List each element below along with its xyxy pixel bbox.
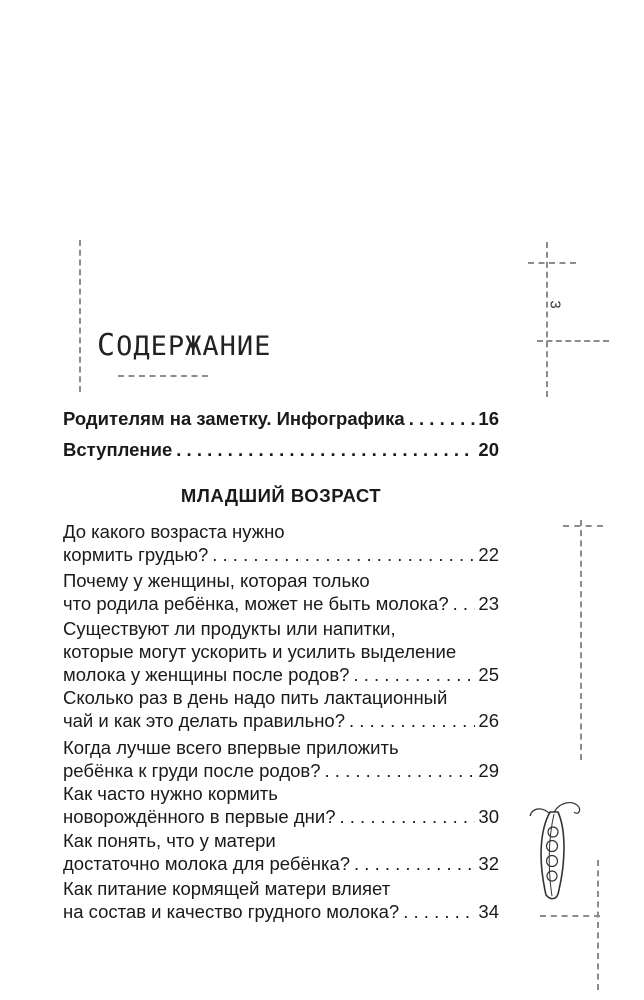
leader-dots bbox=[176, 438, 475, 461]
entry-line: Как часто нужно кормить bbox=[63, 783, 278, 804]
toc-entry[interactable] bbox=[63, 617, 499, 686]
left-dashed-divider bbox=[79, 240, 81, 392]
entry-line: Сколько раз в день надо пить лактационный bbox=[63, 687, 448, 708]
leader-dots bbox=[212, 543, 475, 566]
title-rest: ОДЕРЖАНИЕ bbox=[116, 331, 272, 362]
entry-line: кормить грудью? bbox=[63, 544, 209, 565]
leader-dots bbox=[409, 407, 476, 430]
entry-page: 34 bbox=[478, 901, 499, 922]
entry-title: Родителям на заметку. Инфографика bbox=[63, 408, 405, 429]
right-dashed-tick-mid bbox=[537, 340, 609, 342]
entry-line: ребёнка к груди после родов? bbox=[63, 760, 321, 781]
leader-dots bbox=[349, 709, 475, 732]
toc-entry[interactable] bbox=[63, 569, 499, 615]
entry-line: на состав и качество грудного молока? bbox=[63, 901, 400, 922]
right-dashed-divider-bottom bbox=[597, 860, 599, 990]
leader-dots bbox=[325, 759, 476, 782]
entry-page: 32 bbox=[478, 853, 499, 874]
entry-page: 25 bbox=[478, 664, 499, 685]
title-first-letter: С bbox=[97, 328, 117, 363]
entry-title: Вступление bbox=[63, 439, 173, 460]
entry-line: Когда лучше всего впервые приложить bbox=[63, 737, 399, 758]
toc-entry[interactable] bbox=[63, 520, 499, 566]
entry-line: Существуют ли продукты или напитки, bbox=[63, 618, 396, 639]
toc-entry[interactable] bbox=[63, 782, 499, 828]
page-number: 3 bbox=[546, 300, 564, 309]
entry-line: До какого возраста нужно bbox=[63, 521, 285, 542]
leader-dots bbox=[354, 852, 475, 875]
entry-line: чай и как это делать правильно? bbox=[63, 710, 346, 731]
entry-line: Почему у женщины, которая только bbox=[63, 570, 370, 591]
toc-entry[interactable] bbox=[63, 686, 499, 732]
toc-entry[interactable] bbox=[63, 877, 499, 923]
title-underline bbox=[118, 375, 208, 377]
entry-line: достаточно молока для ребёнка? bbox=[63, 853, 351, 874]
entry-page: 22 bbox=[478, 544, 499, 565]
right-dashed-tick-top bbox=[528, 262, 576, 264]
entry-page: 23 bbox=[478, 593, 499, 614]
section-heading: МЛАДШИЙ ВОЗРАСТ bbox=[180, 485, 382, 506]
page-title bbox=[97, 328, 271, 363]
toc-entry-intro[interactable] bbox=[63, 438, 499, 461]
entry-page: 26 bbox=[478, 710, 499, 731]
pea-pod-icon bbox=[520, 800, 590, 910]
leader-dots bbox=[403, 900, 475, 923]
right-dashed-divider-mid bbox=[580, 520, 582, 760]
entry-line: новорождённого в первые дни? bbox=[63, 806, 336, 827]
entry-page: 20 bbox=[478, 439, 499, 460]
entry-line: молока у женщины после родов? bbox=[63, 664, 350, 685]
right-dashed-tick-low bbox=[563, 525, 603, 527]
right-dashed-divider-top bbox=[546, 242, 548, 397]
entry-page: 30 bbox=[478, 806, 499, 827]
toc-entry[interactable] bbox=[63, 829, 499, 875]
leader-dots bbox=[453, 592, 476, 615]
toc-entry-infographic[interactable] bbox=[63, 407, 499, 430]
entry-page: 29 bbox=[478, 760, 499, 781]
entry-line: Как питание кормящей матери влияет bbox=[63, 878, 391, 899]
right-dashed-tick-bottom bbox=[540, 915, 600, 917]
leader-dots bbox=[340, 805, 476, 828]
entry-page: 16 bbox=[478, 408, 499, 429]
leader-dots bbox=[353, 663, 475, 686]
entry-line: Как понять, что у матери bbox=[63, 830, 276, 851]
entry-line: которые могут ускорить и усилить выделение bbox=[63, 641, 457, 662]
entry-line: что родила ребёнка, может не быть молока? bbox=[63, 593, 449, 614]
toc-entry[interactable] bbox=[63, 736, 499, 782]
